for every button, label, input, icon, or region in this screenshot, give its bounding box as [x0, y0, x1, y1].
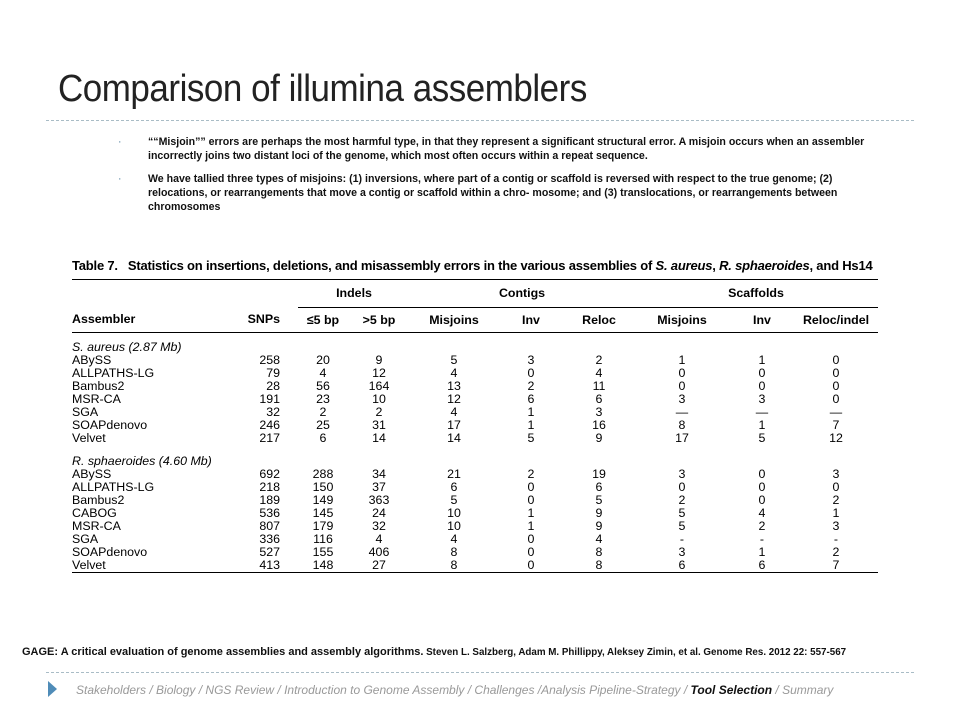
- table-row: [72, 419, 878, 432]
- table-cell: 217: [259, 431, 280, 445]
- assembler-name: ABySS: [72, 353, 112, 367]
- table-cell: 6: [319, 431, 327, 445]
- citation-authors: Steven L. Salzberg, Adam M. Phillippy, Aleksey Zimin, et al. Genome Res. 2012 22: 557-567: [423, 647, 847, 658]
- table-cell: 0: [527, 545, 535, 559]
- table-cell: 10: [447, 506, 461, 520]
- table-cell: 116: [313, 532, 333, 546]
- table-row: [72, 559, 878, 573]
- assembler-name: Bambus2: [72, 493, 125, 507]
- table-cell: 79: [266, 366, 280, 380]
- bullet-mark: ·: [118, 172, 122, 185]
- section-row: [72, 337, 878, 354]
- table-cell: 3: [678, 392, 686, 406]
- table-cell: 4: [450, 405, 458, 419]
- table-cell: 0: [832, 366, 840, 380]
- assembler-name: SOAPdenovo: [72, 545, 148, 559]
- table-cell: 20: [316, 353, 330, 367]
- table-cell: 2: [527, 379, 535, 393]
- table-cell: 4: [450, 532, 458, 546]
- table-cell: 1: [527, 519, 535, 533]
- table-cell: 150: [312, 480, 334, 494]
- table-cell: 0: [678, 379, 686, 393]
- assembler-name: SOAPdenovo: [72, 418, 148, 432]
- table-cell: 0: [678, 366, 686, 380]
- table-cell: 5: [595, 493, 603, 507]
- table-cell: 0: [527, 493, 535, 507]
- group-contigs: Contigs: [410, 284, 634, 308]
- bullet-text: ““Misjoin”” errors are perhaps the most harmful type, in that they represent a significant structural error. A misjoin occurs when an assembler incorrectly joins two distant loci of the genome, which most often occurs within a repeat sequence.: [148, 136, 865, 163]
- table-cell: 3: [832, 519, 840, 533]
- table-cell: 3: [678, 545, 686, 559]
- table-cell: 2: [595, 353, 603, 367]
- table-bottom-rule: [72, 573, 878, 576]
- table-cell: 258: [259, 353, 280, 367]
- table-cell: 19: [592, 467, 606, 481]
- table-cell: 7: [832, 418, 840, 432]
- table-cell: 1: [758, 353, 766, 367]
- table-cell: 27: [372, 558, 386, 572]
- table-cell: 12: [447, 392, 461, 406]
- section-navigation: [46, 672, 914, 703]
- table-cell: 148: [312, 558, 334, 572]
- table-cell: 692: [259, 467, 280, 481]
- assembler-name: CABOG: [72, 506, 117, 520]
- col-header: Reloc: [582, 312, 616, 327]
- table-cell: 17: [675, 431, 689, 445]
- table-cell: 32: [372, 519, 386, 533]
- table-cell: 413: [259, 558, 280, 572]
- table-caption: Table 7. Statistics on insertions, deletions, and misassembly errors in the various assemblies of S. aureus, R. sphaeroides, and Hs14: [72, 258, 873, 273]
- group-scaffolds: Scaffolds: [634, 284, 878, 308]
- table-cell: 23: [316, 392, 330, 406]
- assembler-name: SGA: [72, 405, 99, 419]
- bullet-text: We have tallied three types of misjoins: (1) inversions, where part of a contig or scaffold is reversed with respect to the true genome; (2) relocations, or rearrangements that move a contig or scaffold within a chro- mosome; and (3) translocations, or rearrangements between chromosomes: [148, 172, 838, 214]
- assembler-name: ALLPATHS-LG: [72, 366, 155, 380]
- table-cell: 8: [450, 558, 458, 572]
- table-cell: -: [679, 532, 685, 546]
- table-row: [72, 546, 878, 559]
- table-row: [72, 507, 878, 520]
- table-cell: 7: [832, 558, 840, 572]
- table-cell: 2: [832, 545, 840, 559]
- citation-title: GAGE: A critical evaluation of genome assemblies and assembly algorithms.: [22, 646, 424, 658]
- table-cell: 5: [450, 493, 458, 507]
- table-cell: 32: [266, 405, 280, 419]
- table-row: [72, 354, 878, 367]
- table-cell: 2: [527, 467, 535, 481]
- table-cell: 0: [832, 392, 840, 406]
- table-cell: 0: [527, 366, 535, 380]
- table-cell: 2: [678, 493, 686, 507]
- table-cell: 4: [595, 366, 603, 380]
- table-cell: 24: [372, 506, 386, 520]
- table-cell: 1: [832, 506, 840, 520]
- table-cell: -: [759, 532, 765, 546]
- table-cell: 0: [832, 379, 840, 393]
- table-cell: 10: [447, 519, 461, 533]
- triangle-right-icon: [48, 681, 57, 697]
- table-cell: 9: [375, 353, 383, 367]
- table-cell: 0: [527, 532, 535, 546]
- table-cell: 5: [450, 353, 458, 367]
- table-cell: 218: [259, 480, 280, 494]
- table-cell: 31: [372, 418, 386, 432]
- table-cell: 8: [450, 545, 458, 559]
- table-cell: 21: [447, 467, 461, 481]
- table-cell: 6: [595, 480, 603, 494]
- table-cell: 0: [758, 366, 766, 380]
- col-header: >5 bp: [362, 312, 396, 327]
- table-cell: -: [833, 532, 839, 546]
- table-cell: 9: [595, 506, 603, 520]
- table-cell: 9: [595, 519, 603, 533]
- table-cell: 6: [678, 558, 686, 572]
- table-cell: —: [755, 405, 769, 419]
- assembler-name: Velvet: [72, 558, 106, 572]
- table-cell: 2: [832, 493, 840, 507]
- table-cell: 4: [375, 532, 383, 546]
- table-row: [72, 380, 878, 393]
- table-cell: 25: [316, 418, 330, 432]
- table-cell: 13: [447, 379, 461, 393]
- col-header: Misjoins: [429, 312, 479, 327]
- table-cell: 1: [758, 418, 766, 432]
- bullet-list: [118, 135, 878, 222]
- table-cell: 12: [372, 366, 386, 380]
- table-cell: 8: [595, 558, 603, 572]
- table-cell: 1: [527, 405, 535, 419]
- nav-sections-before: Stakeholders / Biology / NGS Review / Introduction to Genome Assembly / Challenges /Analysis Pipeline-Strategy /: [76, 683, 691, 697]
- section-label: R. sphaeroides (4.60 Mb): [72, 453, 212, 468]
- table-cell: 4: [758, 506, 766, 520]
- stats-table-figure: [72, 258, 878, 575]
- bullet-item: [118, 135, 878, 164]
- stats-table: [72, 279, 878, 575]
- col-header: Inv: [753, 312, 771, 327]
- slide-title: Comparison of illumina assemblers: [58, 68, 587, 110]
- table-cell: 363: [368, 493, 390, 507]
- table-cell: 3: [527, 353, 535, 367]
- table-cell: 3: [832, 467, 840, 481]
- assembler-name: SGA: [72, 532, 99, 546]
- table-cell: 1: [758, 545, 766, 559]
- table-cell: 3: [758, 392, 766, 406]
- table-cell: 406: [368, 545, 390, 559]
- table-row: [72, 367, 878, 380]
- table-cell: 0: [527, 558, 535, 572]
- assembler-name: MSR-CA: [72, 392, 121, 406]
- table-cell: 16: [592, 418, 606, 432]
- table-cell: 164: [368, 379, 390, 393]
- table-cell: 5: [678, 506, 686, 520]
- table-row: [72, 468, 878, 481]
- col-header: Reloc/indel: [802, 312, 870, 327]
- table-cell: —: [675, 405, 689, 419]
- table-cell: 0: [758, 493, 766, 507]
- table-cell: 14: [372, 431, 386, 445]
- table-cell: 0: [527, 480, 535, 494]
- title-divider: [46, 120, 914, 121]
- table-cell: 536: [259, 506, 280, 520]
- citation: [22, 646, 846, 658]
- table-cell: 9: [595, 431, 603, 445]
- table-cell: 2: [375, 405, 383, 419]
- table-cell: 3: [595, 405, 603, 419]
- table-cell: —: [829, 405, 843, 419]
- table-cell: 0: [832, 480, 840, 494]
- group-indels: Indels: [298, 284, 410, 308]
- table-cell: 2: [758, 519, 766, 533]
- col-header: ≤5 bp: [306, 312, 340, 327]
- table-cell: 0: [758, 467, 766, 481]
- table-cell: 6: [450, 480, 458, 494]
- col-header: Inv: [522, 312, 540, 327]
- table-cell: 149: [312, 493, 334, 507]
- section-label: S. aureus (2.87 Mb): [72, 339, 182, 354]
- table-row: [72, 432, 878, 445]
- table-cell: 1: [527, 418, 535, 432]
- table-cell: 0: [758, 480, 766, 494]
- table-row: [72, 520, 878, 533]
- table-cell: 527: [259, 545, 280, 559]
- table-cell: 3: [678, 467, 686, 481]
- table-cell: 2: [319, 405, 327, 419]
- table-cell: 4: [450, 366, 458, 380]
- table-cell: 4: [319, 366, 327, 380]
- table-row: [72, 481, 878, 494]
- table-cell: 807: [259, 519, 280, 533]
- table-cell: 6: [595, 392, 603, 406]
- table-cell: 6: [758, 558, 766, 572]
- assembler-name: Bambus2: [72, 379, 125, 393]
- table-cell: 191: [259, 392, 280, 406]
- nav-sections-after: / Summary: [772, 683, 834, 697]
- col-header: Assembler: [72, 312, 136, 327]
- table-cell: 8: [595, 545, 603, 559]
- nav-breadcrumb: [76, 683, 833, 697]
- assembler-name: ALLPATHS-LG: [72, 480, 155, 494]
- table-cell: 1: [527, 506, 535, 520]
- table-cell: 14: [447, 431, 461, 445]
- table-cell: 8: [678, 418, 686, 432]
- table-row: [72, 494, 878, 507]
- table-cell: 0: [678, 480, 686, 494]
- table-cell: 145: [312, 506, 334, 520]
- table-cell: 5: [678, 519, 686, 533]
- bullet-mark: ·: [118, 136, 122, 148]
- table-label: Table 7.: [72, 258, 118, 273]
- table-cell: 0: [832, 353, 840, 367]
- table-cell: 37: [372, 480, 386, 494]
- table-cell: 6: [527, 392, 535, 406]
- col-header: SNPs: [247, 312, 280, 327]
- table-cell: 28: [266, 379, 280, 393]
- table-cell: 34: [372, 467, 386, 481]
- table-cell: 288: [312, 467, 334, 481]
- bullet-item: [118, 172, 878, 215]
- table-cell: 189: [259, 493, 280, 507]
- nav-current-section: Tool Selection: [690, 683, 773, 697]
- table-cell: 1: [678, 353, 686, 367]
- table-cell: 5: [527, 431, 535, 445]
- section-row: [72, 451, 878, 468]
- table-cell: 0: [758, 379, 766, 393]
- table-row: [72, 533, 878, 546]
- table-cell: 10: [372, 392, 386, 406]
- assembler-name: ABySS: [72, 467, 112, 481]
- assembler-name: Velvet: [72, 431, 106, 445]
- table-cell: 12: [829, 431, 843, 445]
- table-cell: 17: [447, 418, 461, 432]
- table-cell: 5: [758, 431, 766, 445]
- table-cell: 155: [312, 545, 334, 559]
- table-cell: 246: [259, 418, 280, 432]
- table-cell: 11: [592, 379, 606, 393]
- table-cell: 336: [259, 532, 280, 546]
- col-header: Misjoins: [657, 312, 707, 327]
- table-cell: 4: [595, 532, 603, 546]
- assembler-name: MSR-CA: [72, 519, 121, 533]
- table-row: [72, 406, 878, 419]
- table-cell: 56: [316, 379, 330, 393]
- table-cell: 179: [312, 519, 334, 533]
